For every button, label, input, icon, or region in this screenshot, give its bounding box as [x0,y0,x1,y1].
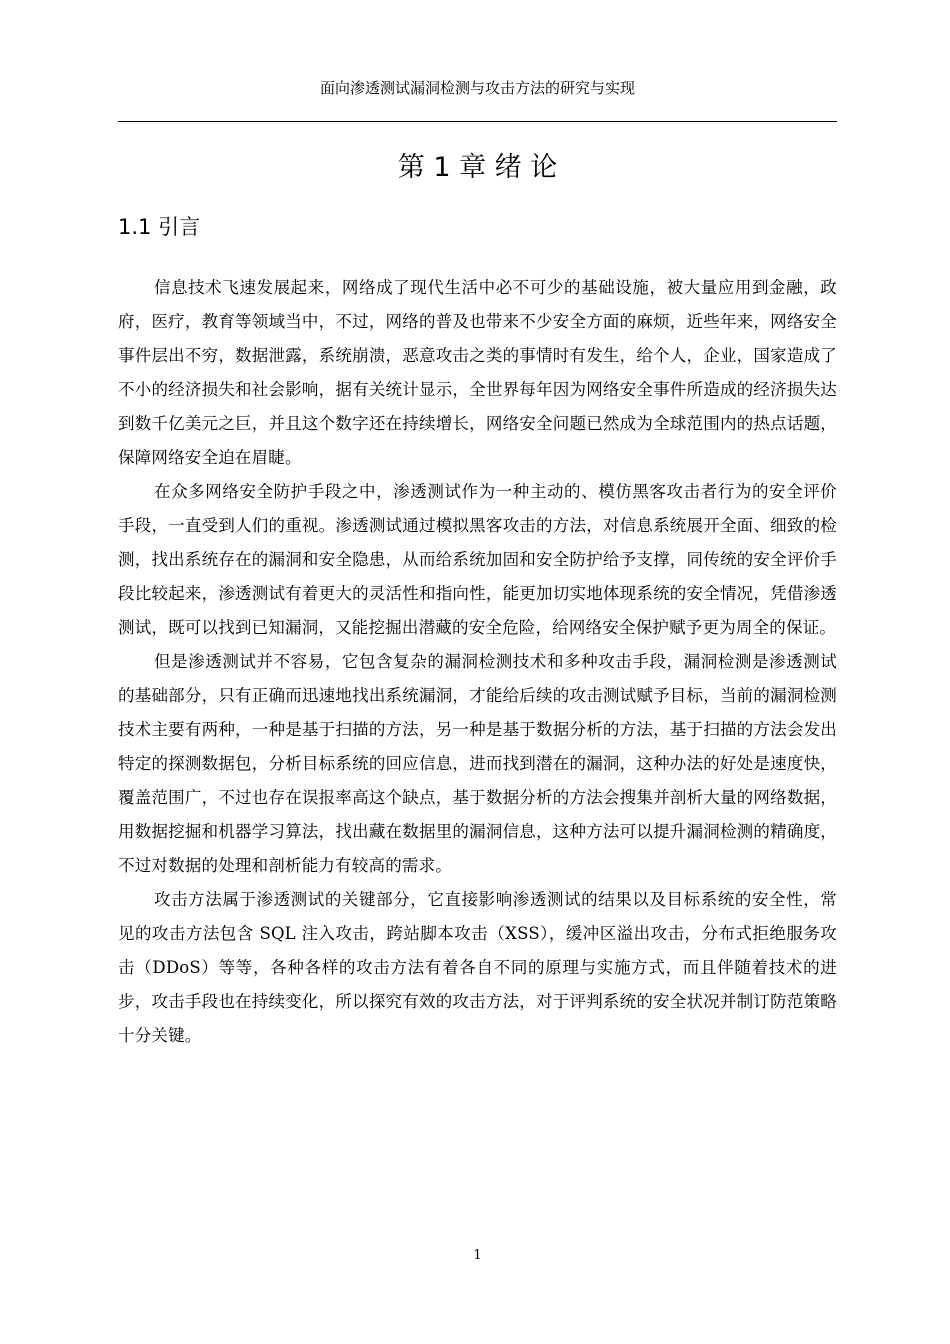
section-title: 1.1 引言 [118,215,201,239]
page-number: 1 [473,1248,482,1263]
body-text [118,271,837,1053]
paragraph-2: 在众多网络安全防护手段之中，渗透测试作为一种主动的、模仿黑客攻击者行为的安全评价手段，一直受到人们的重视。渗透测试通过模拟黑客攻击的方法，对信息系统展开全面、细致的检测，找出系统存在的漏洞和安全隐患，从而给系统加固和安全防护给予支撑，同传统的安全评价手段比较起来，渗透测试有着更大的灵活性和指向性，能更加切实地体现系统的安全情况，凭借渗透测试，既可以找到已知漏洞，又能挖掘出潜藏的安全危险，给网络安全保护赋予更为周全的保证。 [118,482,837,637]
paragraph-3: 但是渗透测试并不容易，它包含复杂的漏洞检测技术和多种攻击手段，漏洞检测是渗透测试的基础部分，只有正确而迅速地找出系统漏洞，才能给后续的攻击测试赋予目标，当前的漏洞检测技术主要有两种，一种是基于扫描的方法，另一种是基于数据分析的方法，基于扫描的方法会发出特定的探测数据包，分析目标系统的回应信息，进而找到潜在的漏洞，这种办法的好处是速度快，覆盖范围广，不过也存在误报率高这个缺点，基于数据分析的方法会搜集并剖析大量的网络数据，用数据挖掘和机器学习算法，找出藏在数据里的漏洞信息，这种方法可以提升漏洞检测的精确度，不过对数据的处理和剖析能力有较高的需求。 [118,652,837,875]
chapter-title: 第 1 章 绪 论 [397,152,558,183]
header-rule [118,121,837,122]
paragraph-1: 信息技术飞速发展起来，网络成了现代生活中必不可少的基础设施，被大量应用到金融，政府，医疗，教育等领域当中，不过，网络的普及也带来不少安全方面的麻烦，近些年来，网络安全事件层出不穷，数据泄露，系统崩溃，恶意攻击之类的事情时有发生，给个人，企业，国家造成了不小的经济损失和社会影响，据有关统计显示，全世界每年因为网络安全事件所造成的经济损失达到数千亿美元之巨，并且这个数字还在持续增长，网络安全问题已然成为全球范围内的热点话题，保障网络安全迫在眉睫。 [118,278,837,467]
running-header: 面向渗透测试漏洞检测与攻击方法的研究与实现 [319,79,635,97]
paragraph-4: 攻击方法属于渗透测试的关键部分，它直接影响渗透测试的结果以及目标系统的安全性，常见的攻击方法包含 SQL 注入攻击，跨站脚本攻击（XSS），缓冲区溢出攻击，分布式拒绝服务攻击（DDoS）等等，各种各样的攻击方法有着各自不同的原理与实施方式，而且伴随着技术的进步，攻击手段也在持续变化，所以探究有效的攻击方法，对于评判系统的安全状况并制订防范策略十分关键。 [118,890,837,1045]
